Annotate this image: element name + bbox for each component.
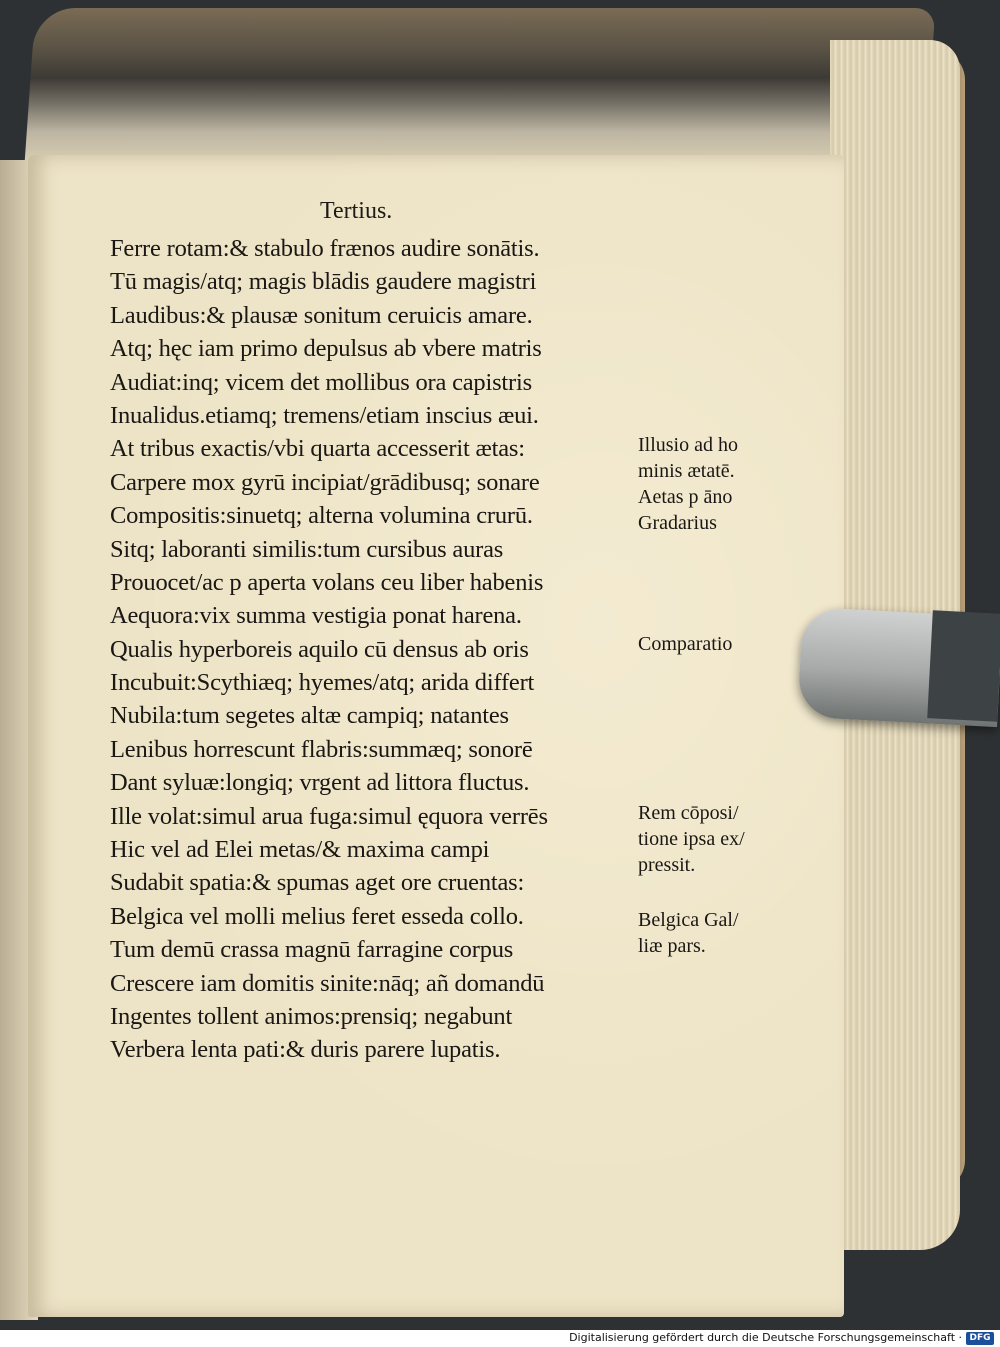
verse-line: Aequora:vix summa vestigia ponat harena. — [110, 602, 522, 630]
verse-line: Nubila:tum segetes altæ campiq; natantes — [110, 702, 509, 730]
verse-line: Crescere iam domitis sinite:nāq; añ domandū — [110, 969, 545, 997]
verse-line: Belgica vel molli melius feret esseda collo. — [110, 902, 524, 930]
verse-line: Verbera lenta pati:& duris parere lupatis. — [110, 1036, 501, 1064]
verse-line: Audiat:inq; vicem det mollibus ora capistris — [110, 368, 532, 396]
dfg-logo: DFG — [966, 1332, 994, 1345]
verse-line: Dant syluæ:longiq; vrgent ad littora fluctus. — [110, 769, 530, 797]
verse-text — [110, 232, 640, 1067]
verse-line: Ferre rotam:& stabulo frænos audire sonātis. — [110, 235, 540, 262]
verse-line: Incubuit:Scythiæq; hyemes/atq; arida differt — [110, 669, 535, 697]
verse-line: Tū magis/atq; magis blādis gaudere magistri — [110, 268, 537, 296]
funding-credit: Digitalisierung gefördert durch die Deutsche Forschungsgemeinschaft · — [569, 1331, 962, 1344]
marginal-note-rem: Rem cōposi/ tione ipsa ex/ pressit. — [638, 802, 745, 876]
marginal-note-comparatio: Comparatio — [638, 633, 733, 655]
verse-line: Hic vel ad Elei metas/& maxima campi — [110, 836, 490, 864]
page-heading: Tertius. — [320, 198, 393, 224]
verse-line: Tum demū crassa magnū farragine corpus — [110, 936, 514, 964]
book-top-edge — [25, 8, 936, 163]
verse-line: Ingentes tollent animos:prensiq; negabunt — [110, 1002, 513, 1030]
verse-line: Sitq; laboranti similis:tum cursibus auras — [110, 535, 504, 563]
verse-line: Laudibus:& plausæ sonitum ceruicis amare. — [110, 301, 533, 329]
verse-line: Atq; hęc iam primo depulsus ab vbere matris — [110, 335, 542, 363]
verse-line: At tribus exactis/vbi quarta accesserit ætas: — [110, 435, 525, 463]
page-holder-clip-shadow — [927, 610, 1000, 722]
verse-line: Compositis:sinuetq; alterna volumina crurū. — [110, 502, 533, 530]
marginal-note-belgica: Belgica Gal/ liæ pars. — [638, 909, 739, 957]
verse-line: Lenibus horrescunt flabris:summæq; sonorē — [110, 735, 533, 763]
verse-line: Inualidus.etiamq; tremens/etiam inscius æui. — [110, 401, 539, 429]
verse-line: Sudabit spatia:& spumas aget ore cruentas: — [110, 869, 525, 897]
verse-line: Ille volat:simul arua fuga:simul ęquora verrēs — [110, 802, 548, 830]
verse-line: Qualis hyperboreis aquilo cū densus ab oris — [110, 635, 529, 663]
verse-line: Prouocet/ac p aperta volans ceu liber habenis — [110, 568, 544, 596]
marginal-note-illusio: Illusio ad ho minis ætatē. Aetas p āno Gradarius — [638, 434, 738, 534]
verse-line: Carpere mox gyrū incipiat/grādibusq; sonare — [110, 468, 540, 496]
